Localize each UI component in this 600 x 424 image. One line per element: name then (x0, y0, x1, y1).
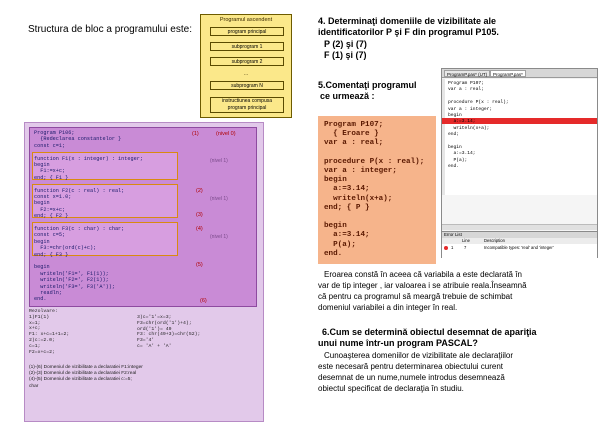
error-list-panel (442, 231, 597, 259)
q6-text-line3: desemnat de un nume,numele introdus desemnează (318, 373, 505, 382)
p107-code-line: end; { P } (324, 203, 370, 212)
code-line: begin (34, 162, 50, 168)
explain-line3: că pentru ca programul să meargă trebuie de schimbat (318, 292, 513, 301)
ide-code-line: begin (448, 145, 462, 150)
structure-title: Structura de bloc a programului este: (28, 24, 192, 35)
q6-line1: 6.Cum se determină obiectul desemnat de apariţia (322, 327, 537, 337)
diagram-sub2-box: subprogram 2 (210, 57, 284, 66)
annotation-nivel1-c: (nivel 1) (210, 234, 228, 240)
annotation-nivel0: (nivel 0) (216, 131, 236, 137)
ide-code-line: begin (448, 113, 462, 118)
code-line: writeln('F2=', F2(1)); (34, 277, 109, 284)
code-line: Program P106; (34, 130, 75, 136)
code-line: end. (34, 296, 47, 303)
diagram-main-line2: program principal (227, 105, 267, 111)
ide-code-line: var a : integer; (448, 106, 493, 112)
diagram-title: Programul ascendent (219, 17, 273, 23)
solution-right-line: c= 'A' + 'A' (137, 344, 172, 349)
code-line: end; { F3 } (34, 251, 69, 258)
diagram-dots: ... (243, 71, 249, 77)
p107-code-line: var a : integer; (324, 167, 397, 175)
visibility-domain-line: char (29, 383, 39, 389)
ide-code-line: end; (448, 132, 460, 138)
code-line: const c=5; (34, 232, 66, 239)
col-line-header: Line (462, 238, 470, 243)
q4-line2: identificatorilor P şi F din programul P105. (318, 27, 499, 37)
solution-left-line: F2=x+c=2; (29, 349, 55, 355)
q6-line2: unui nume într-un program PASCAL? (318, 338, 478, 348)
ide-code-line: var a : real; (448, 87, 484, 93)
p107-code-line: a:=3.14; (324, 231, 370, 240)
ide-tab-2[interactable]: ProgramP.pas* (490, 70, 526, 77)
code-line: function F1(x : integer) : integer; (34, 155, 143, 162)
ide-code-line: procedure P(x : real); (448, 100, 509, 106)
solution-right-line: F3: chr(49+3)=chr(52); (137, 332, 201, 338)
p107-code-line: P(a); (324, 240, 356, 249)
diagram-program-box: program principal (210, 27, 284, 36)
q5-line1: 5.Comentaţi programul (318, 80, 417, 90)
code-line: end; { F1 } (34, 174, 69, 181)
visibility-domain-line: (4)-(5) Domeniul de vizibilitate a declaratiei c:=5; (29, 377, 132, 383)
diagram-main-box (210, 97, 284, 113)
p107-code-line: { Eroare } (324, 130, 379, 139)
diagram-subn-box: subprogram N (210, 81, 284, 90)
solution-left-line: x=1; (29, 320, 41, 326)
code-line: const c=1; (34, 142, 66, 149)
solution-left-line: Rezolvare: (29, 309, 58, 314)
annotation-6: (6) (200, 298, 207, 304)
code-line: begin (34, 238, 50, 245)
annotation-nivel1-b: (nivel 1) (210, 196, 228, 202)
code-line: function F2(c : real) : real; (34, 187, 125, 194)
q4-answer-p: P (2) şi (7) (324, 39, 367, 49)
explain-line1: Eroarea constă în aceea că variabila a este declarată în (324, 270, 522, 279)
ide-gutter (442, 79, 445, 195)
visibility-domain-line: (2)-(3) Domeniul de vizibilitate a declaratiei F2:real (29, 371, 137, 377)
annotation-3: (3) (196, 212, 203, 218)
ide-code-line: end. (448, 164, 460, 170)
code-line: end; { F2 } (34, 213, 69, 220)
q5-line2: ce urmează : (320, 91, 375, 101)
q6-text-line4: obiectul specificat de declaraţia în studiu. (318, 384, 464, 393)
code-listing (29, 127, 257, 307)
code-line: begin (34, 200, 50, 207)
ide-code-editor[interactable] (442, 79, 597, 195)
ide-horizontal-scrollbar[interactable] (442, 224, 597, 230)
code-line: F1:=x+c; (34, 168, 66, 175)
annotation-4: (4) (196, 226, 203, 232)
q6-text-line1: Cunoaşterea domeniilor de vizibilitate ale declaraţiilor (324, 351, 513, 360)
explain-line2: var de tip integer , iar valoarea i se atribuie reala.Înseamnă (318, 281, 527, 290)
col-desc-header: Description (484, 238, 505, 243)
solution-left-line: x+c; (29, 326, 41, 332)
code-line: begin (34, 264, 50, 271)
p107-code-line: procedure P(x : real); (324, 157, 425, 166)
solution-right-line: F3=chr(ord('1')+4); (137, 320, 192, 326)
code-line: F2:=x+c; (34, 206, 66, 213)
solution-right-line: 3)c='1'=x=3; (137, 315, 172, 320)
diagram-sub1-box: subprogram 1 (210, 42, 284, 51)
p107-code-line: begin (324, 176, 347, 185)
code-line: const x=1.0; (34, 194, 72, 200)
p107-code-line: a:=3.14; (324, 185, 370, 194)
code-line: function F3(c : char) : char; (34, 226, 125, 232)
program-p106-panel (24, 122, 264, 422)
p107-code-line: var a : real; (324, 139, 384, 148)
diagram-main-line1: instructiunea compusa (221, 98, 273, 104)
ide-tab-bar (442, 69, 597, 78)
annotation-5: (5) (196, 262, 203, 268)
ide-window (441, 68, 598, 258)
block-structure-diagram (200, 14, 292, 118)
annotation-1: (1) (192, 131, 199, 137)
program-p107-box (318, 116, 436, 264)
annotation-2: (2) (196, 188, 203, 194)
solution-left-line: c=1; (29, 343, 41, 349)
p107-code-line: Program P107; (324, 121, 384, 129)
error-row[interactable] (442, 244, 597, 251)
ide-code-line: P(a); (448, 157, 468, 163)
q6-text-line2: este necesară pentru determinarea obiectului curent (318, 362, 503, 371)
solution-right-line: ord('1')= 49 (137, 326, 172, 332)
p107-code-line: writeln(x+a); (324, 194, 393, 203)
error-number: 1 (451, 245, 454, 250)
ide-code-line: writeln(x+a); (448, 125, 490, 131)
solution-left-line: 1)F1(1) (29, 314, 50, 320)
code-line: writeln('F1=', F1(1)); (34, 270, 109, 277)
ide-code-line: a:=3.14; (448, 151, 476, 157)
p107-code-line: begin (324, 222, 347, 231)
error-line-number: 7 (464, 245, 467, 250)
error-list-title: Error List (442, 232, 597, 238)
solution-left-line: F1: x+c=1+1=2; (29, 332, 70, 338)
p107-code-line: end. (324, 249, 343, 258)
code-line: {Redeclarea constantelor } (34, 136, 122, 143)
error-description: Incompatible types: 'real' and 'integer' (484, 245, 554, 250)
solution-right-line: F3='4' (137, 338, 155, 344)
code-line: readln; (34, 290, 63, 296)
code-line: writeln('F3=', F3('A')); (34, 283, 115, 290)
q4-answer-f: F (1) şi (7) (324, 50, 367, 60)
ide-tab-1[interactable]: ProgramP.pas* (UT) (444, 70, 490, 77)
visibility-domain-line: (1)-(6) Domeniul de vizibilitate a declaratiei F1:integer (29, 365, 143, 370)
q4-line1: 4. Determinaţi domeniile de vizibilitate ale (318, 16, 497, 26)
ide-code-line: Program P107; (448, 81, 484, 86)
annotation-nivel1-a: (nivel 1) (210, 158, 228, 164)
solution-left-line: 2)c:=2.0; (29, 338, 55, 343)
explain-line4: domeniul variabilei a din integer în real. (318, 303, 458, 312)
ide-code-line: a:=3.14; (448, 119, 476, 125)
code-line: F3:=chr(ord(c)+c); (34, 245, 97, 252)
